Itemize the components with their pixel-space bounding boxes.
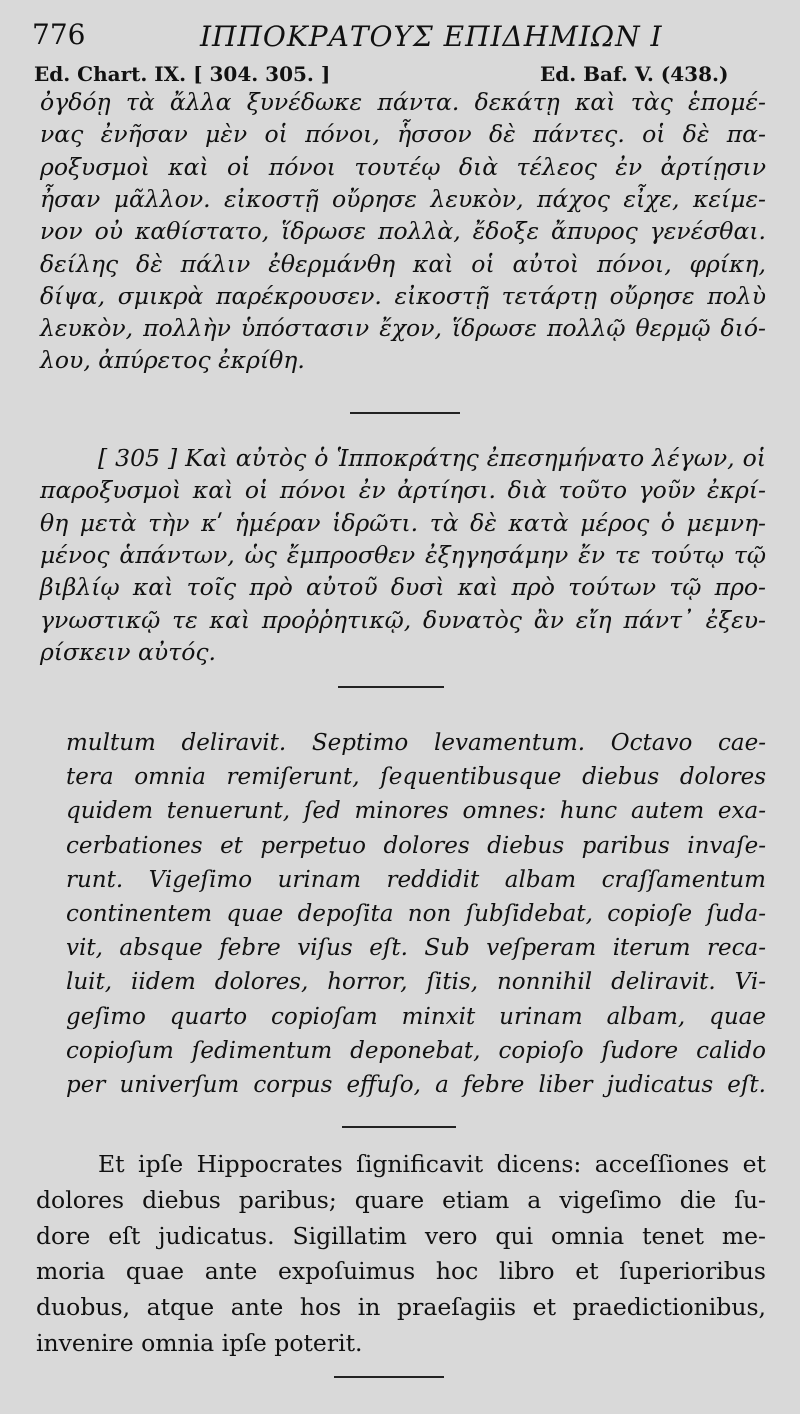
running-title: ΙΠΠΟΚΡΑΤΟΥΣ ΕΠΙΔΗΜΙΩΝ Ι <box>200 20 663 53</box>
text-line: per univerſum corpus effuſo, a febre liber judicatus eſt. <box>66 1072 766 1098</box>
text-line: θη μετὰ τὴν κʹ ἡμέραν ἱδρῶτι. τὰ δὲ κατὰ μέρος ὁ μεμνη- <box>40 508 766 537</box>
text-line: dore eſt judicatus. Sigillatim vero qui omnia tenet me- <box>36 1221 766 1250</box>
text-line: continentem quae depoſita non ſubſidebat, copioſe ſuda- <box>66 901 766 927</box>
divider-rule-3 <box>342 1126 456 1128</box>
text-line: tera omnia remiſerunt, ſequentibusque diebus dolores <box>66 764 766 791</box>
text-line: invenire omnia ipſe poterit. <box>36 1329 363 1357</box>
page-number: 776 <box>32 18 86 51</box>
divider-rule-4 <box>334 1376 444 1378</box>
text-line: geſimo quarto copioſam minxit urinam albam, quae <box>66 1003 766 1030</box>
text-line: δίψα, σμικρὰ παρέκρουσεν. εἰκοστῇ τετάρτῃ οὔρησε πολὺ <box>40 281 766 310</box>
text-line: [ 305 ] Καὶ αὐτὸς ὁ Ἱπποκράτης ἐπεσημήνατο λέγων, οἱ <box>98 444 766 472</box>
text-line: ροξυσμοὶ καὶ οἱ πόνοι τουτέῳ διὰ τέλεος ἐν ἀρτίῃσιν <box>40 152 766 181</box>
text-line: νας ἐνῆσαν μὲν οἱ πόνοι, ἧσσον δὲ πάντες. οἱ δὲ πα- <box>40 120 766 149</box>
text-line: dolores diebus paribus; quare etiam a vigeſimo die ſu- <box>36 1185 766 1214</box>
text-line: duobus, atque ante hos in praeſagiis et praedictionibus, <box>36 1293 766 1322</box>
text-line: Et ipſe Hippocrates ſignificavit dicens: acceſſiones et <box>98 1150 766 1178</box>
text-line: λου, ἀπύρετος ἐκρίθη. <box>40 346 305 375</box>
text-line: ὀγδόῃ τὰ ἄλλα ξυνέδωκε πάντα. δεκάτῃ καὶ τὰς ἑπομέ- <box>40 88 766 116</box>
text-line: γνωστικῷ τε καὶ προῤῥητικῷ, δυνατὸς ἂν εἴη πάντ᾽ ἐξευ- <box>40 605 766 634</box>
text-line: multum deliravit. Septimo levamentum. Octavo cae- <box>66 730 766 756</box>
text-line: runt. Vigeſimo urinam reddidit albam craſſamentum <box>66 866 766 893</box>
text-line: quidem tenuerunt, ſed minores omnes: hunc autem exa- <box>66 798 766 825</box>
text-line: λευκὸν, πολλὴν ὑπόστασιν ἔχον, ἵδρωσε πολλῷ θερμῷ διό- <box>40 314 766 343</box>
text-line: copioſum ſedimentum deponebat, copioſo ſudore calido <box>66 1037 766 1064</box>
text-line: luit, iidem dolores, horror, ſitis, nonnihil deliravit. Vi- <box>66 969 766 996</box>
edition-right: Ed. Baf. V. (438.) <box>540 62 729 86</box>
text-line: δείλης δὲ πάλιν ἐθερμάνθη καὶ οἱ αὐτοὶ πόνοι, φρίκη, <box>40 249 766 278</box>
text-line: ρίσκειν αὐτός. <box>40 637 216 666</box>
text-line: βιβλίῳ καὶ τοῖς πρὸ αὐτοῦ δυσὶ καὶ πρὸ τούτων τῷ προ- <box>40 573 766 602</box>
text-line: vit, absque febre viſus eſt. Sub veſperam iterum reca- <box>66 935 766 962</box>
text-line: μένος ἁπάντων, ὡς ἔμπροσθεν ἐξηγησάμην ἔν τε τούτῳ τῷ <box>40 540 766 569</box>
divider-rule-1 <box>350 412 460 414</box>
text-line: παροξυσμοὶ καὶ οἱ πόνοι ἐν ἀρτίησι. διὰ τοῦτο γοῦν ἐκρί- <box>40 476 766 505</box>
divider-rule-2 <box>338 686 444 688</box>
edition-left: Ed. Chart. IX. [ 304. 305. ] <box>34 62 331 86</box>
text-line: νον οὐ καθίστατο, ἵδρωσε πολλὰ, ἔδοξε ἄπυρος γενέσθαι. <box>40 217 766 246</box>
text-line: moria quae ante expoſuimus hoc libro et ſuperioribus <box>36 1257 766 1286</box>
text-line: cerbationes et perpetuo dolores diebus paribus invaſe- <box>66 832 766 859</box>
text-line: ἦσαν μᾶλλον. εἰκοστῇ οὔρησε λευκὸν, πάχος εἶχε, κείμε- <box>40 184 766 213</box>
